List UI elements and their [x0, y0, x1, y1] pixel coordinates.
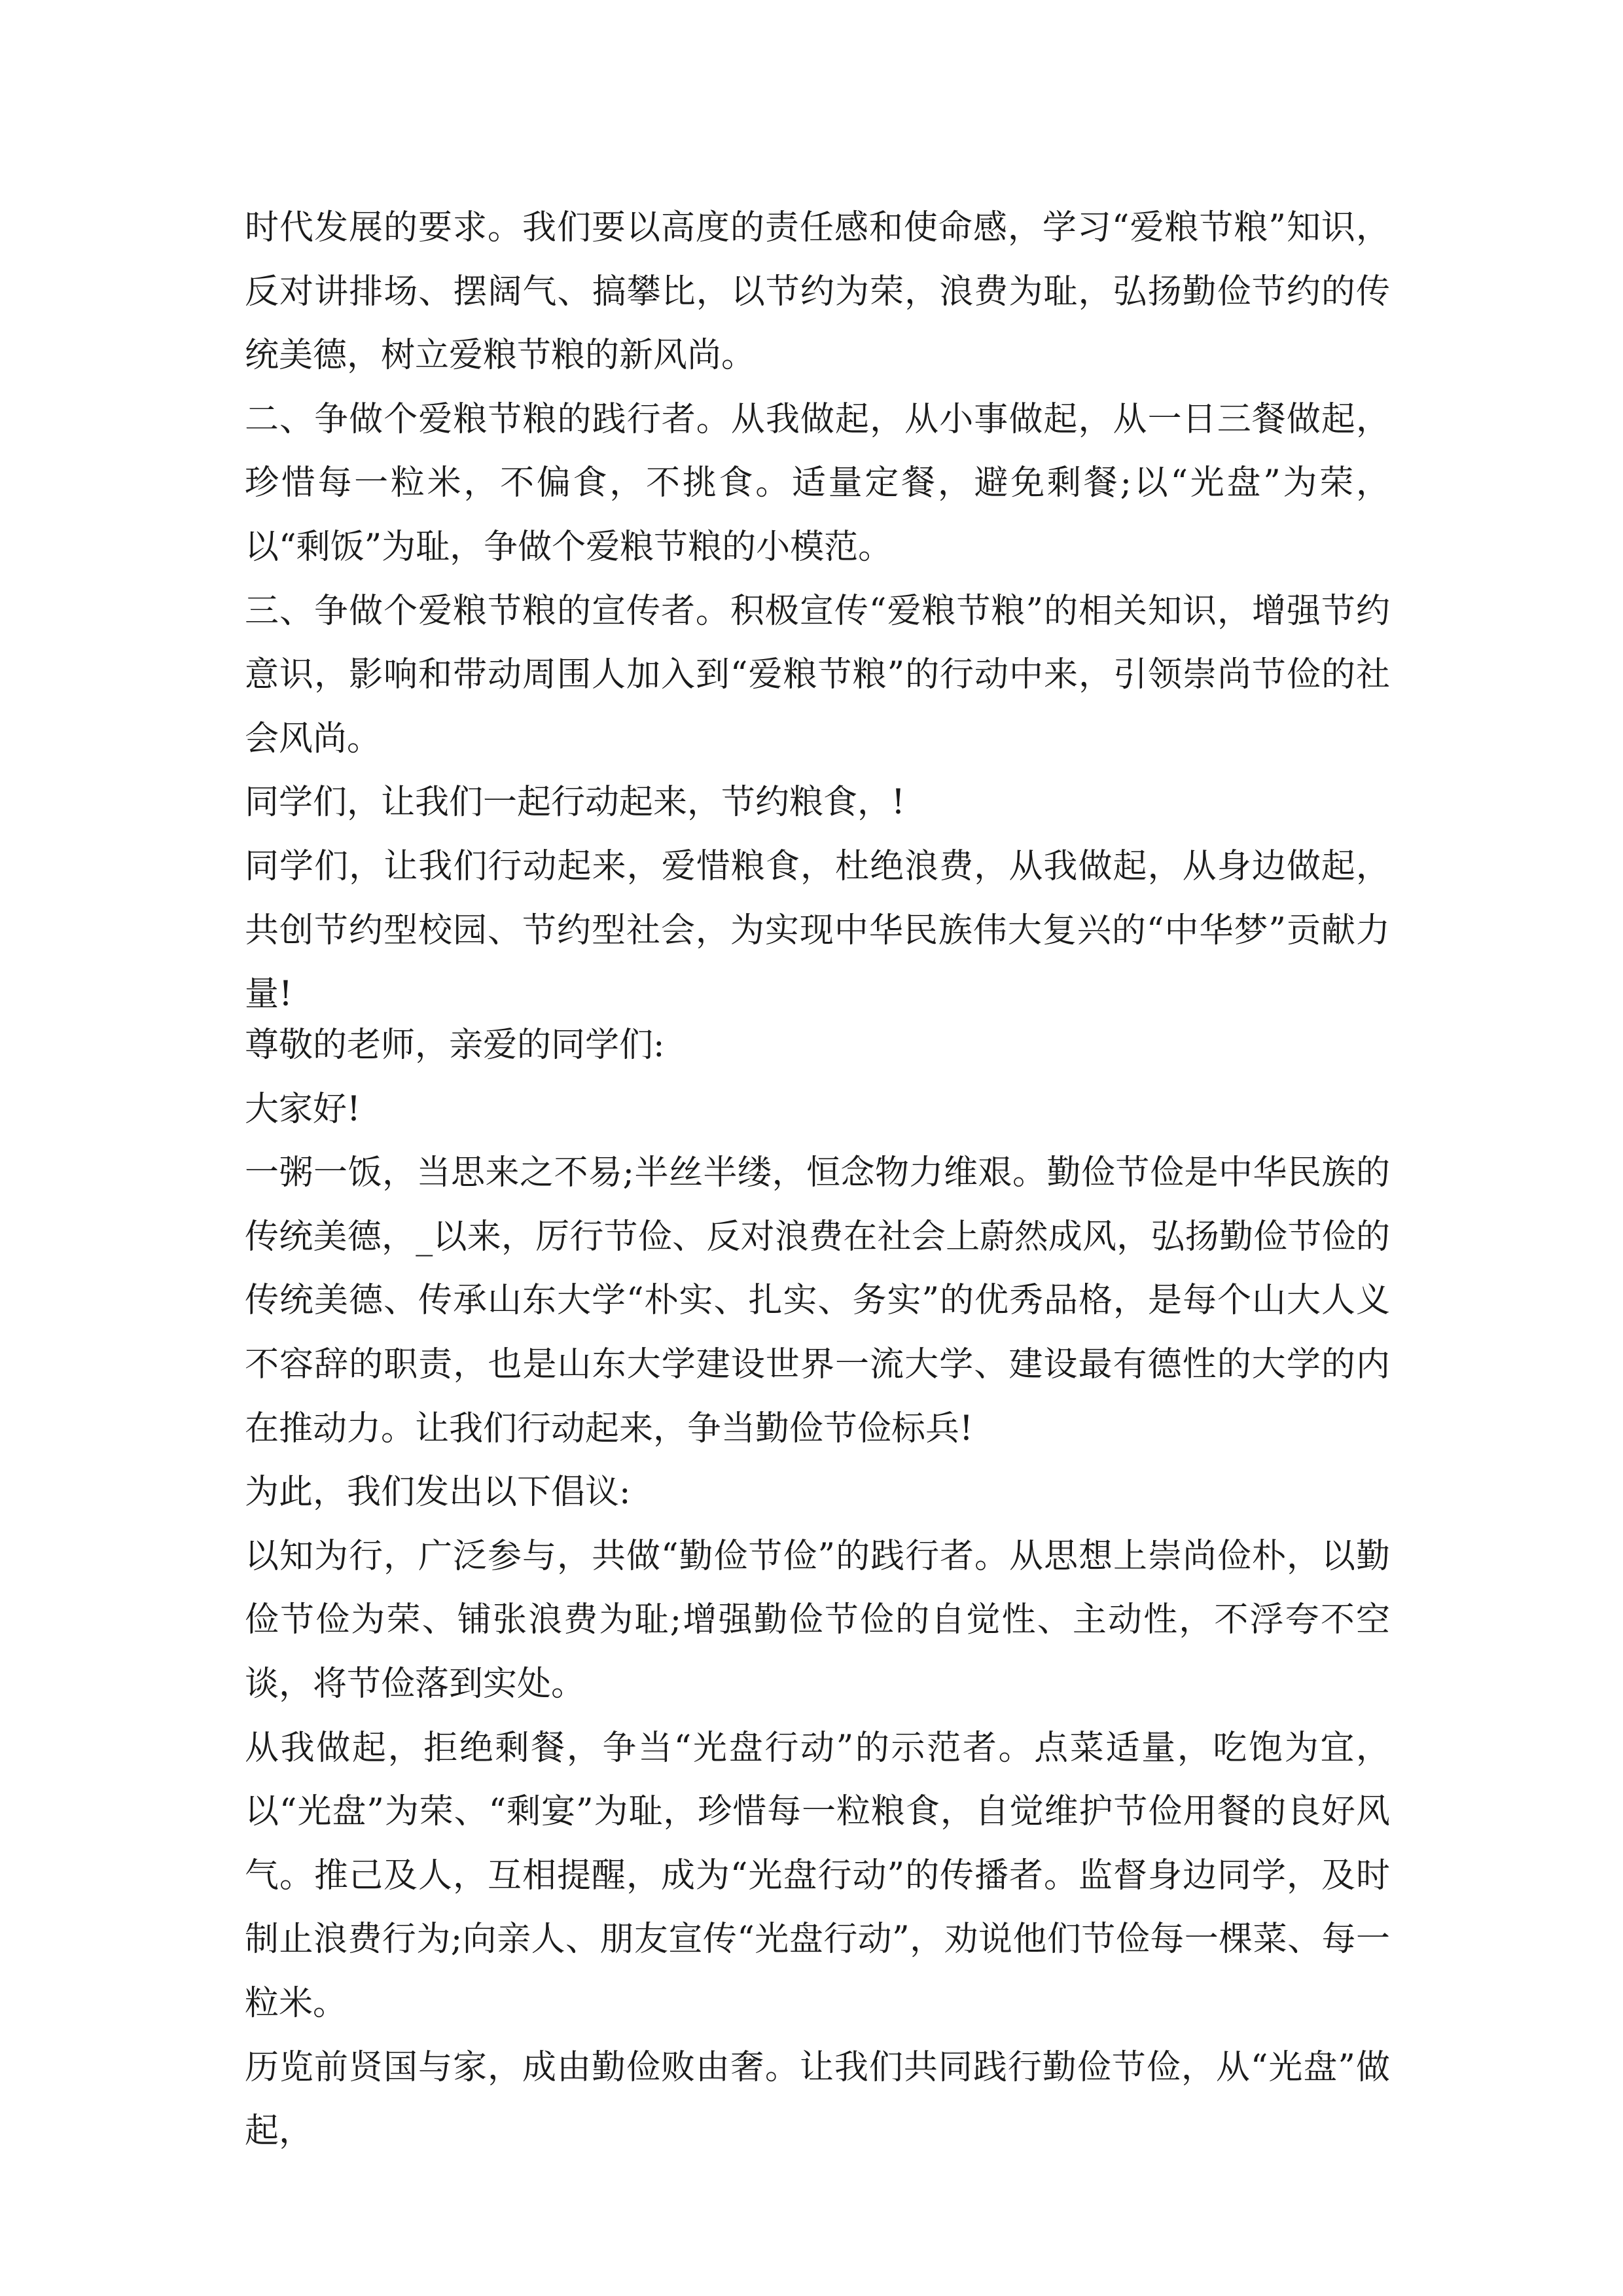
- paragraph: 从我做起，拒绝剩餐，争当“光盘行动”的示范者。点菜适量，吃饱为宜，以“光盘”为荣、“剩宴”为耻，珍惜每一粒粮食，自觉维护节俭用餐的良好风气。推己及人，互相提醒，成为“光盘行动”的传播者。监督身边同学，及时制止浪费行为;向亲人、朋友宣传“光盘行动”，劝说他们节俭每一棵菜、每一粒米。: [245, 1728, 1390, 2023]
- paragraph: 时代发展的要求。我们要以高度的责任感和使命感，学习“爱粮节粮”知识，反对讲排场、摆阔气、搞攀比，以节约为荣，浪费为耻，弘扬勤俭节约的传统美德，树立爱粮节粮的新风尚。: [245, 208, 1390, 376]
- paragraph: 为此，我们发出以下倡议:: [245, 1473, 631, 1513]
- greeting: 大家好!: [245, 1089, 361, 1129]
- paragraph: 一粥一饭，当思来之不易;半丝半缕，恒念物力维艰。勤俭节俭是中华民族的传统美德，_以来，厉行节俭、反对浪费在社会上蔚然成风，弘扬勤俭节俭的传统美德、传承山东大学“朴实、扎实、务实”的优秀品格，是每个山大人义不容辞的职责，也是山东大学建设世界一流大学、建设最有德性的大学的内在推动力。让我们行动起来，争当勤俭节俭标兵!: [245, 1153, 1390, 1448]
- paragraph: 同学们，让我们行动起来，爱惜粮食，杜绝浪费，从我做起，从身边做起，共创节约型校园、节约型社会，为实现中华民族伟大复兴的“中华梦”贡献力量!: [245, 846, 1390, 1014]
- salutation: 尊敬的老师，亲爱的同学们:: [245, 1026, 665, 1065]
- paragraph: 以知为行，广泛参与，共做“勤俭节俭”的践行者。从思想上崇尚俭朴，以勤俭节俭为荣、铺张浪费为耻;增强勤俭节俭的自觉性、主动性，不浮夸不空谈，将节俭落到实处。: [245, 1536, 1390, 1704]
- paragraph: 二、争做个爱粮节粮的践行者。从我做起，从小事做起，从一日三餐做起，珍惜每一粒米，不偏食，不挑食。适量定餐，避免剩餐;以“光盘”为荣，以“剩饭”为耻，争做个爱粮节粮的小模范。: [245, 399, 1390, 567]
- paragraph: 历览前贤国与家，成由勤俭败由奢。让我们共同践行勤俭节俭，从“光盘”做起，: [245, 2047, 1390, 2151]
- paragraph: 同学们，让我们一起行动起来，节约粮食，!: [245, 783, 905, 823]
- paragraph: 三、争做个爱粮节粮的宣传者。积极宣传“爱粮节粮”的相关知识，增强节约意识，影响和带动周围人加入到“爱粮节粮”的行动中来，引领崇尚节俭的社会风尚。: [245, 591, 1390, 759]
- text-section-1: [245, 196, 1390, 1027]
- text-section-2: [245, 1014, 1390, 2164]
